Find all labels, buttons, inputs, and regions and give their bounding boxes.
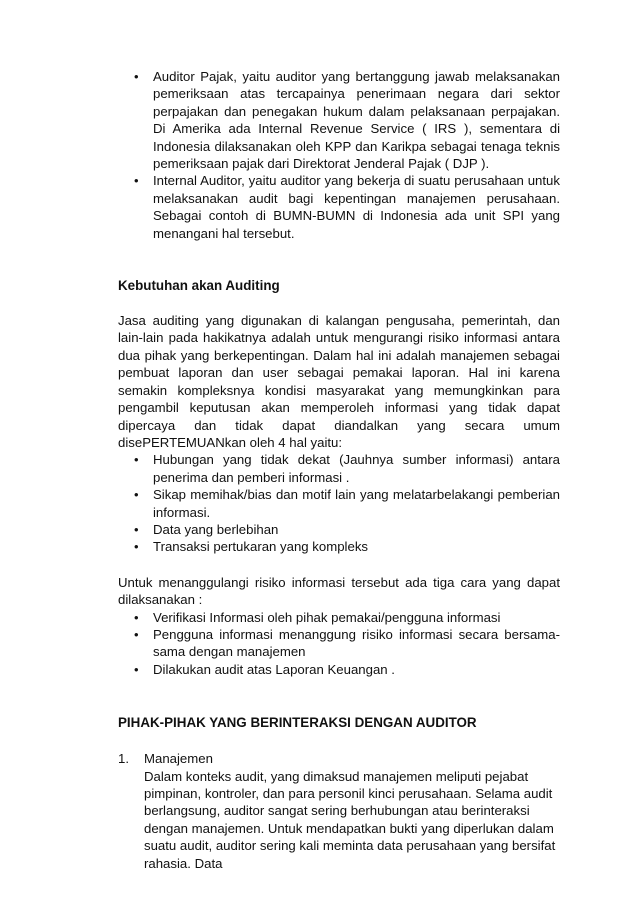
document-page [118,68,560,872]
section-heading-pihak: PIHAK-PIHAK YANG BERINTERAKSI DENGAN AUDITOR [118,715,477,731]
list-item: • Verifikasi Informasi oleh pihak pemakai/pengguna informasi [118,609,560,626]
item-text: Dalam konteks audit, yang dimaksud manajemen meliputi pejabat pimpinan, kontroler, dan para personil kinci perusahaan. Selama audit berlangsung, auditor sangat sering berhubungan atau berinteraksi dengan manajemen. Untuk mendapatkan bukti yang diperlukan dalam suatu audit, auditor sering kali meminta data perusahaan yang bersifat rahasia. Data [144,768,556,871]
section2-paragraph: Untuk menanggulangi risiko informasi tersebut ada tiga cara yang dapat dilaksanakan : [118,574,560,608]
numbered-item-manajemen [118,750,560,872]
auditor-types-list [118,68,560,242]
list-item: • Auditor Pajak, yaitu auditor yang bertanggung jawab melaksanakan pemeriksaan atas tercapainya penerimaan negara dari sektor perpajakan dan penegakan hukum dalam pelaksanaan perpajakan. Di Amerika ada Internal Revenue Service ( IRS ), sementara di Indonesia dilaksanakan oleh KPP dan Karikpa sebagai tenaga teknis pemeriksaan pajak dari Direktorat Jenderal Pajak ( DJP ). [118,68,560,172]
section2-list [118,609,560,679]
section-heading-kebutuhan: Kebutuhan akan Auditing [118,278,280,294]
item-number: 1. [118,751,129,767]
item-title: Manajemen [144,751,213,767]
list-item: • Dilakukan audit atas Laporan Keuangan . [118,661,560,678]
list-item: • Pengguna informasi menanggung risiko informasi secara bersama-sama dengan manajemen [118,626,560,661]
list-item: • Sikap memihak/bias dan motif lain yang melatarbelakangi pemberian informasi. [118,486,560,521]
list-item: • Data yang berlebihan [118,521,560,538]
list-item: • Hubungan yang tidak dekat (Jauhnya sumber informasi) antara penerima dan pemberi informasi . [118,451,560,486]
list-item: • Internal Auditor, yaitu auditor yang bekerja di suatu perusahaan untuk melaksanakan audit bagi kepentingan manajemen perusahaan. Sebagai contoh di BUMN-BUMN di Indonesia ada unit SPI yang menangani hal tersebut. [118,172,560,242]
section1-list [118,451,560,555]
section1-paragraph: Jasa auditing yang digunakan di kalangan pengusaha, pemerintah, dan lain-lain pada hakikatnya adalah untuk mengurangi risiko informasi antara dua pihak yang berkepentingan. Dalam hal ini adalah manajemen sebagai pembuat laporan dan user sebagai pemakai laporan. Hal ini karena semakin kompleksnya kondisi masyarakat yang memungkinkan para pengambil keputusan akan memperoleh informasi yang tidak dapat dipercaya dan tidak dapat diandalkan yang secara umum disePERTEMUANkan oleh 4 hal yaitu: [118,313,560,450]
list-item: • Transaksi pertukaran yang kompleks [118,538,560,555]
